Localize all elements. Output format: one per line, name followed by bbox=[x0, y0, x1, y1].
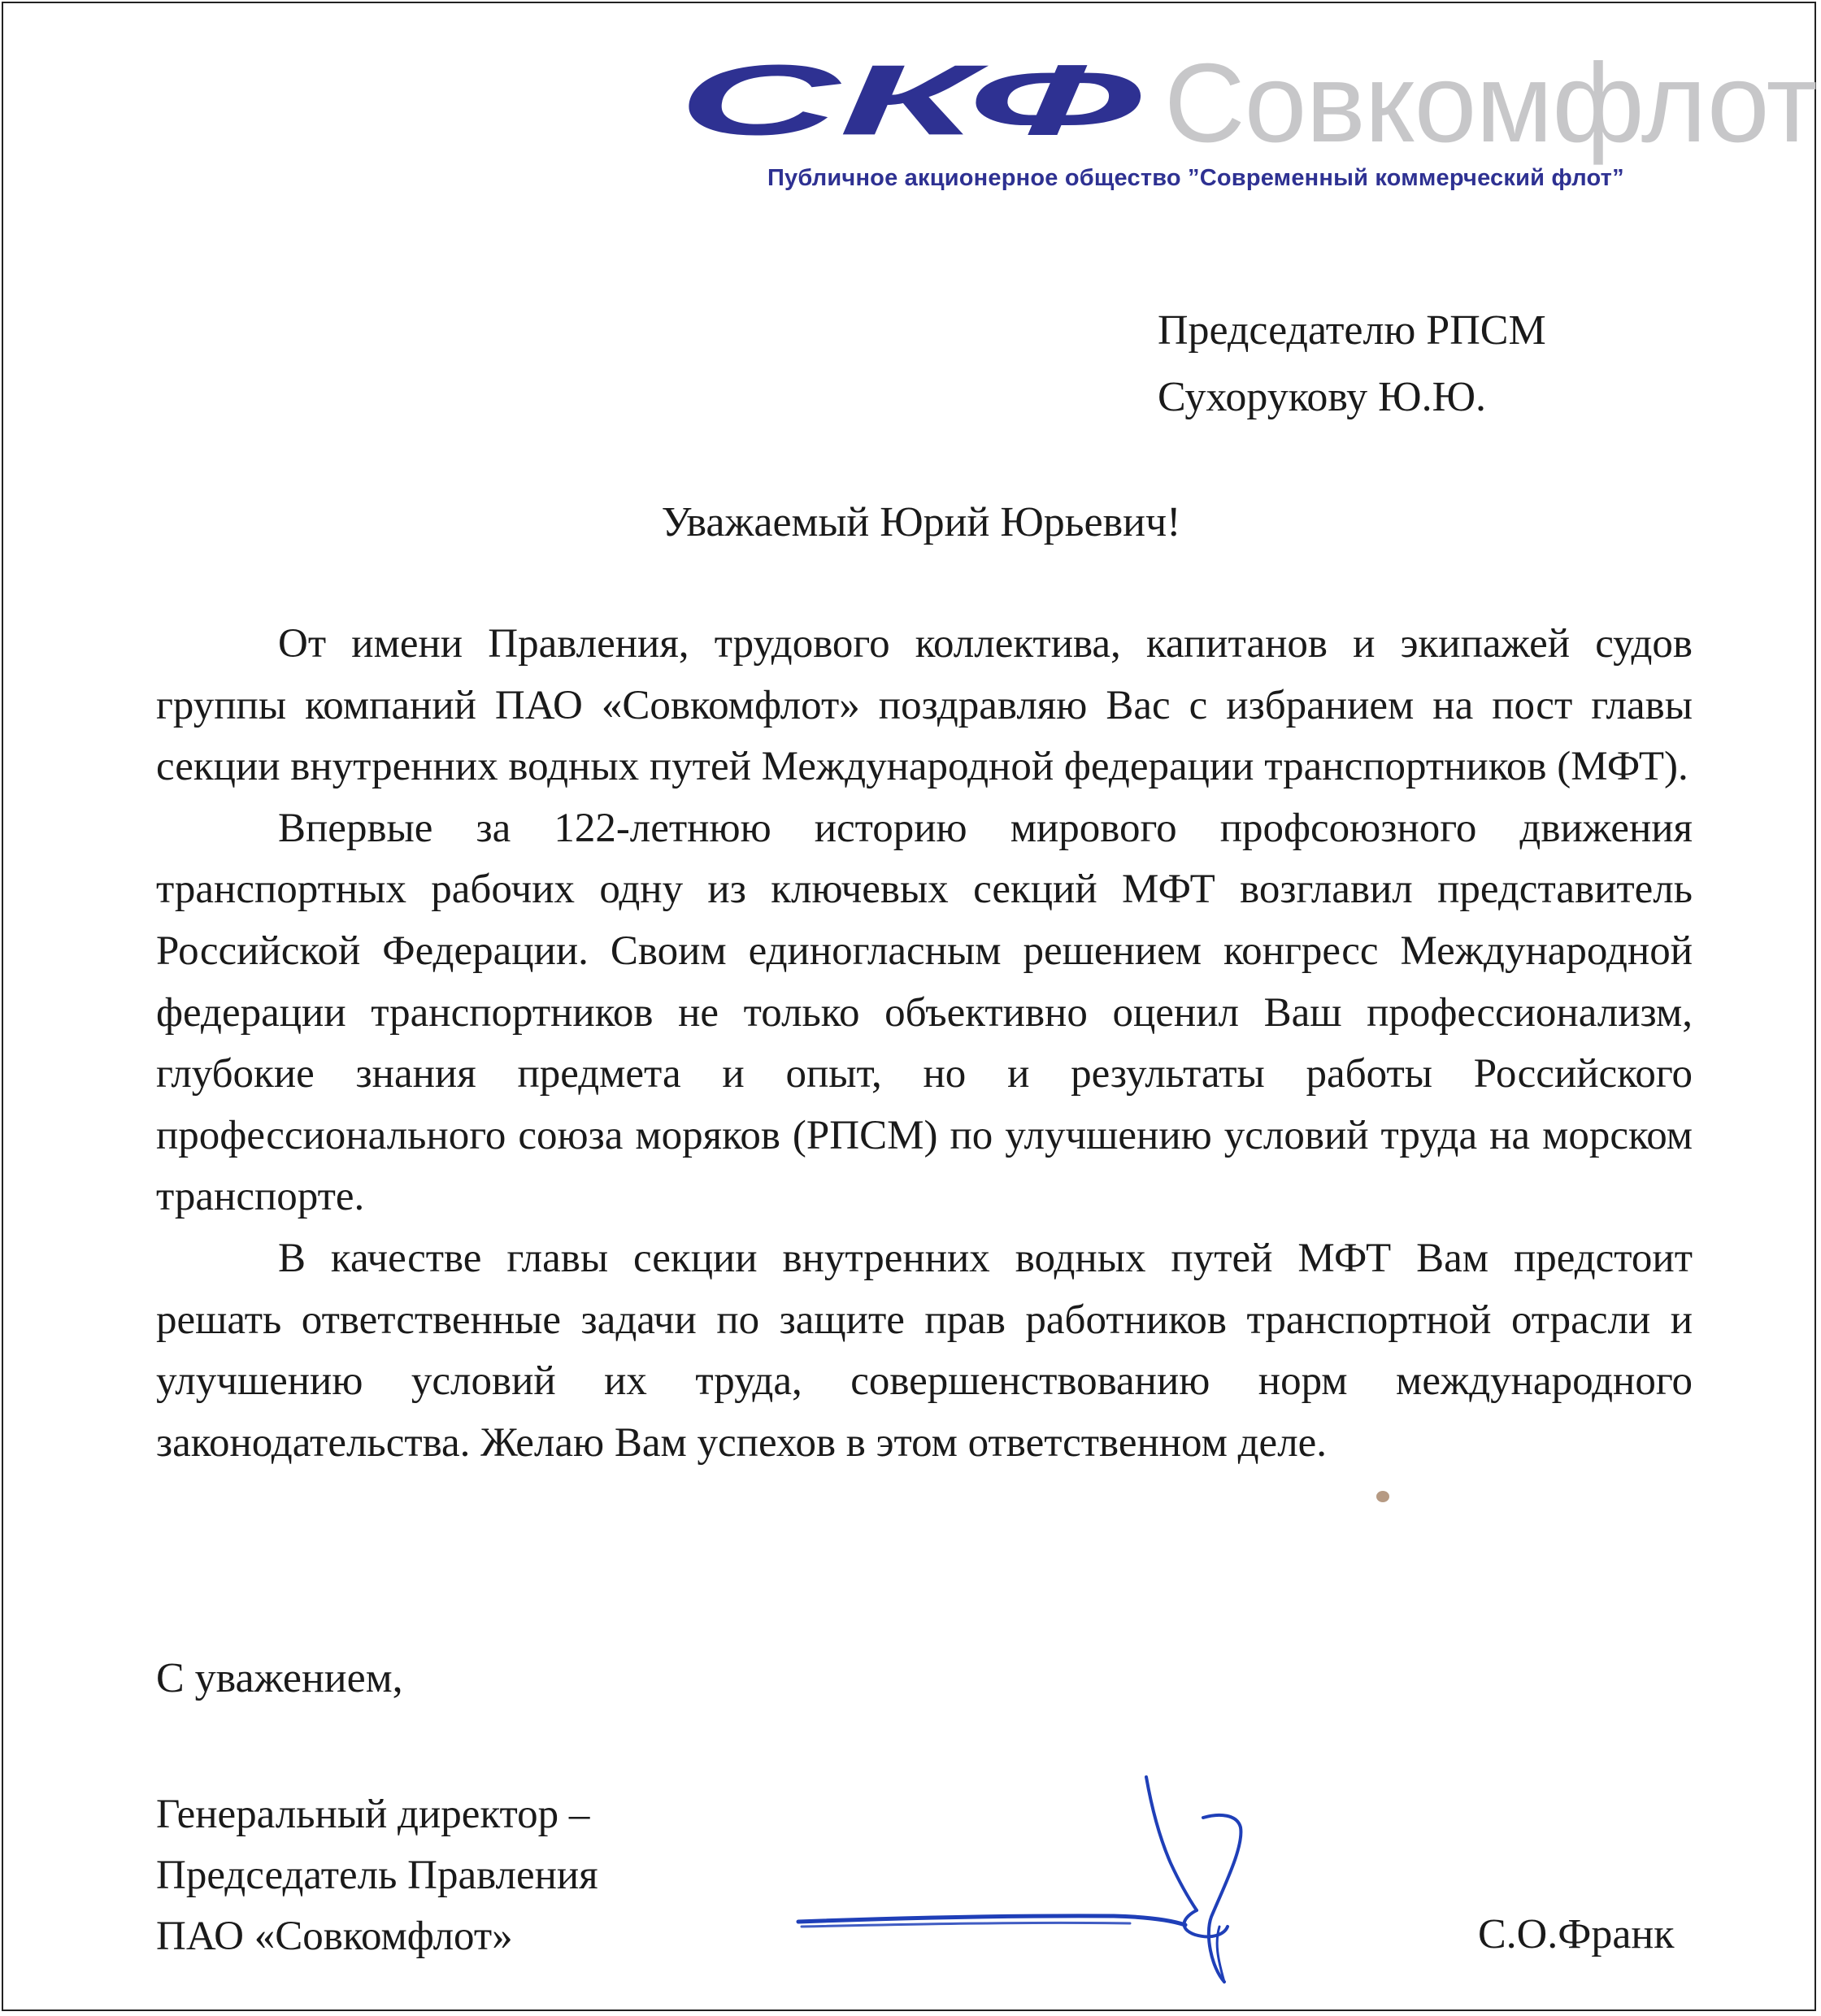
svg-text:СКФ: СКФ bbox=[677, 50, 1141, 146]
signer-title-line: Председатель Правления bbox=[156, 1853, 598, 1898]
salutation bbox=[0, 494, 1821, 551]
addressee-block bbox=[1158, 298, 1546, 431]
signer-title-line: Генеральный директор – bbox=[156, 1792, 590, 1837]
signer-title-line: ПАО «Совкомфлот» bbox=[156, 1914, 513, 1959]
closing: С уважением, bbox=[156, 1655, 403, 1701]
addressee-line: Председателю РПСМ bbox=[1158, 307, 1546, 354]
paragraph: Впервые за 122-летнюю историю мирового профсоюзного движения транспортных рабочих одну из ключевых секций МФТ возглавил представитель Российской Федерации. Своим единогласным решением конгресс Международной федерации транспортников не только объективно оценил Ваш профессионализм, глубокие знания предмета и опыт, но и результаты работы Российского профессионального союза моряков (РПСМ) по улучшению условий труда на морском транспорте. bbox=[156, 805, 1693, 1220]
company-full-name: Публичное акционерное общество ”Современный коммерческий флот” bbox=[767, 165, 1624, 191]
skf-logo-mark bbox=[675, 50, 1145, 146]
signer-title-block bbox=[156, 1784, 598, 1967]
signer-name: С.О.Франк bbox=[1478, 1911, 1675, 1957]
brand-name: Совкомфлот bbox=[1164, 41, 1817, 166]
letter-body bbox=[156, 614, 1693, 1474]
salutation-text: Уважаемый Юрий Юрьевич! bbox=[661, 499, 1181, 545]
paragraph: В качестве главы секции внутренних водных путей МФТ Вам предстоит решать ответственные задачи по защите прав работников транспортной отрасли и улучшению условий их труда, совершенствованию норм международного законодательства. Желаю Вам успехов в этом ответственном деле. bbox=[156, 1235, 1693, 1466]
paragraph: От имени Правления, трудового коллектива, капитанов и экипажей судов группы компаний ПАО «Совкомфлот» поздравляю Вас с избранием на пост главы секции внутренних водных путей Международной федерации транспортников (МФТ). bbox=[156, 621, 1693, 790]
addressee-line: Сухорукову Ю.Ю. bbox=[1158, 374, 1487, 420]
handwritten-signature bbox=[789, 1772, 1276, 2016]
paper-speck bbox=[1376, 1491, 1389, 1502]
